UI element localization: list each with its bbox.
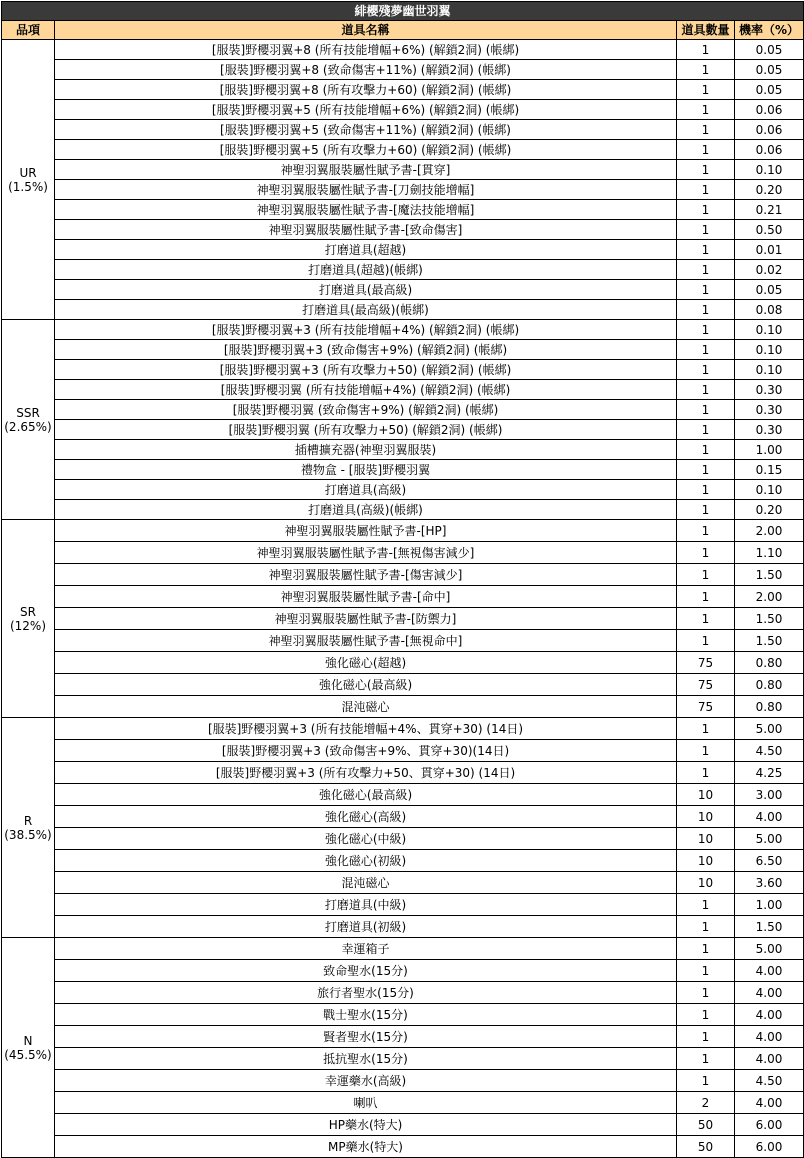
item-qty-cell: 50 — [677, 1136, 735, 1158]
item-rate-cell: 0.30 — [735, 380, 804, 400]
table-row — [2, 360, 804, 380]
item-qty-cell: 1 — [677, 200, 735, 220]
item-rate-cell: 1.00 — [735, 894, 804, 916]
item-name-cell: 強化磁心(超越) — [55, 652, 677, 674]
item-qty-cell: 1 — [677, 60, 735, 80]
table-row — [2, 420, 804, 440]
item-name-cell: 賢者聖水(15分) — [55, 1026, 677, 1048]
item-qty-cell: 1 — [677, 100, 735, 120]
item-rate-cell: 0.30 — [735, 420, 804, 440]
rank-name: SSR — [16, 405, 40, 420]
item-qty-cell: 1 — [677, 440, 735, 460]
table-row — [2, 200, 804, 220]
item-qty-cell: 1 — [677, 718, 735, 740]
item-name-cell: [服裝]野櫻羽翼+8 (所有技能增幅+6%) (解鎖2洞) (帳綁) — [55, 40, 677, 60]
item-name-cell: 打磨道具(高級) — [55, 480, 677, 500]
item-rate-cell: 4.00 — [735, 1048, 804, 1070]
item-qty-cell: 1 — [677, 360, 735, 380]
item-qty-cell: 50 — [677, 1114, 735, 1136]
table-row — [2, 400, 804, 420]
item-rate-cell: 0.02 — [735, 260, 804, 280]
item-qty-cell: 1 — [677, 180, 735, 200]
rank-rate: (1.5%) — [8, 179, 48, 194]
item-name-cell: [服裝]野櫻羽翼 (所有攻擊力+50) (解鎖2洞) (帳綁) — [55, 420, 677, 440]
item-name-cell: 神聖羽翼服裝屬性賦予書-[魔法技能增幅] — [55, 200, 677, 220]
item-rate-cell: 0.20 — [735, 500, 804, 520]
item-rate-cell: 5.00 — [735, 938, 804, 960]
item-rate-cell: 0.05 — [735, 80, 804, 100]
rank-cell-sr — [2, 520, 55, 718]
item-name-cell: 幸運箱子 — [55, 938, 677, 960]
table-row — [2, 1026, 804, 1048]
item-name-cell: 神聖羽翼服裝屬性賦予書-[傷害減少] — [55, 564, 677, 586]
item-qty-cell: 1 — [677, 960, 735, 982]
item-name-cell: [服裝]野櫻羽翼 (致命傷害+9%) (解鎖2洞) (帳綁) — [55, 400, 677, 420]
item-qty-cell: 2 — [677, 1092, 735, 1114]
item-name-cell: 神聖羽翼服裝屬性賦予書-[刀劍技能增幅] — [55, 180, 677, 200]
item-rate-cell: 0.06 — [735, 100, 804, 120]
item-name-cell: 強化磁心(最高級) — [55, 674, 677, 696]
item-qty-cell: 1 — [677, 40, 735, 60]
item-name-cell: 強化磁心(高級) — [55, 806, 677, 828]
table-row — [2, 500, 804, 520]
item-rate-cell: 0.50 — [735, 220, 804, 240]
item-rate-cell: 1.50 — [735, 916, 804, 938]
item-rate-cell: 4.00 — [735, 1004, 804, 1026]
item-qty-cell: 1 — [677, 520, 735, 542]
item-qty-cell: 1 — [677, 380, 735, 400]
item-qty-cell: 1 — [677, 608, 735, 630]
item-qty-cell: 1 — [677, 420, 735, 440]
item-name-cell: 神聖羽翼服裝屬性賦予書-[命中] — [55, 586, 677, 608]
table-row — [2, 460, 804, 480]
header-row — [2, 21, 804, 40]
item-rate-cell: 0.05 — [735, 280, 804, 300]
item-name-cell: [服裝]野櫻羽翼+5 (致命傷害+11%) (解鎖2洞) (帳綁) — [55, 120, 677, 140]
header-item: 道具名稱 — [55, 21, 677, 40]
item-rate-cell: 0.05 — [735, 60, 804, 80]
item-qty-cell: 1 — [677, 586, 735, 608]
item-qty-cell: 10 — [677, 850, 735, 872]
item-rate-cell: 0.10 — [735, 160, 804, 180]
item-name-cell: 混沌磁心 — [55, 872, 677, 894]
table-row — [2, 762, 804, 784]
table-row — [2, 828, 804, 850]
title-row — [2, 2, 804, 21]
item-name-cell: [服裝]野櫻羽翼+5 (所有技能增幅+6%) (解鎖2洞) (帳綁) — [55, 100, 677, 120]
item-name-cell: 打磨道具(初級) — [55, 916, 677, 938]
header-qty: 道具數量 — [677, 21, 735, 40]
item-rate-cell: 5.00 — [735, 828, 804, 850]
item-rate-cell: 0.01 — [735, 240, 804, 260]
table-row — [2, 260, 804, 280]
item-name-cell: 打磨道具(超越) — [55, 240, 677, 260]
table-row — [2, 180, 804, 200]
item-rate-cell: 4.25 — [735, 762, 804, 784]
item-name-cell: [服裝]野櫻羽翼+5 (所有攻擊力+60) (解鎖2洞) (帳綁) — [55, 140, 677, 160]
rank-cell-n — [2, 938, 55, 1158]
item-name-cell: 強化磁心(最高級) — [55, 784, 677, 806]
table-row — [2, 120, 804, 140]
item-name-cell: 神聖羽翼服裝屬性賦予書-[防禦力] — [55, 608, 677, 630]
item-rate-cell: 0.10 — [735, 340, 804, 360]
item-qty-cell: 1 — [677, 120, 735, 140]
item-name-cell: [服裝]野櫻羽翼+8 (致命傷害+11%) (解鎖2洞) (帳綁) — [55, 60, 677, 80]
item-rate-cell: 0.08 — [735, 300, 804, 320]
item-qty-cell: 1 — [677, 80, 735, 100]
item-qty-cell: 1 — [677, 460, 735, 480]
item-rate-cell: 4.50 — [735, 740, 804, 762]
item-qty-cell: 75 — [677, 674, 735, 696]
table-row — [2, 938, 804, 960]
item-name-cell: 強化磁心(中級) — [55, 828, 677, 850]
table-row — [2, 806, 804, 828]
item-rate-cell: 1.50 — [735, 630, 804, 652]
table-row — [2, 480, 804, 500]
drop-rate-table — [1, 1, 804, 1158]
item-name-cell: 禮物盒 - [服裝]野櫻羽翼 — [55, 460, 677, 480]
table-row — [2, 220, 804, 240]
rank-cell-ur — [2, 40, 55, 320]
item-name-cell: [服裝]野櫻羽翼 (所有技能增幅+4%) (解鎖2洞) (帳綁) — [55, 380, 677, 400]
item-name-cell: [服裝]野櫻羽翼+3 (所有攻擊力+50) (解鎖2洞) (帳綁) — [55, 360, 677, 380]
item-qty-cell: 1 — [677, 1026, 735, 1048]
item-qty-cell: 1 — [677, 916, 735, 938]
item-qty-cell: 1 — [677, 400, 735, 420]
item-rate-cell: 1.50 — [735, 608, 804, 630]
table-row — [2, 1048, 804, 1070]
item-qty-cell: 1 — [677, 542, 735, 564]
item-rate-cell: 2.00 — [735, 586, 804, 608]
table-row — [2, 608, 804, 630]
item-rate-cell: 0.80 — [735, 674, 804, 696]
item-name-cell: 打磨道具(最高級)(帳綁) — [55, 300, 677, 320]
table-row — [2, 740, 804, 762]
table-row — [2, 850, 804, 872]
item-name-cell: 打磨道具(超越)(帳綁) — [55, 260, 677, 280]
table-row — [2, 630, 804, 652]
item-qty-cell: 1 — [677, 894, 735, 916]
rank-name: UR — [19, 165, 37, 180]
item-qty-cell: 1 — [677, 480, 735, 500]
table-row — [2, 784, 804, 806]
item-qty-cell: 1 — [677, 630, 735, 652]
item-rate-cell: 6.00 — [735, 1114, 804, 1136]
table-row — [2, 982, 804, 1004]
item-qty-cell: 1 — [677, 140, 735, 160]
item-rate-cell: 0.10 — [735, 480, 804, 500]
rank-name: N — [23, 1033, 33, 1048]
item-rate-cell: 5.00 — [735, 718, 804, 740]
rank-rate: (45.5%) — [4, 1047, 52, 1062]
table-row — [2, 718, 804, 740]
item-name-cell: 打磨道具(最高級) — [55, 280, 677, 300]
item-qty-cell: 1 — [677, 220, 735, 240]
item-qty-cell: 1 — [677, 740, 735, 762]
item-qty-cell: 1 — [677, 762, 735, 784]
item-name-cell: [服裝]野櫻羽翼+3 (致命傷害+9%、貫穿+30)(14日) — [55, 740, 677, 762]
item-rate-cell: 0.80 — [735, 696, 804, 718]
table-body — [2, 40, 804, 1158]
item-name-cell: MP藥水(特大) — [55, 1136, 677, 1158]
item-name-cell: 神聖羽翼服裝屬性賦予書-[HP] — [55, 520, 677, 542]
table-row — [2, 960, 804, 982]
item-qty-cell: 1 — [677, 240, 735, 260]
item-name-cell: 抵抗聖水(15分) — [55, 1048, 677, 1070]
item-qty-cell: 1 — [677, 564, 735, 586]
item-name-cell: [服裝]野櫻羽翼+3 (所有技能增幅+4%、貫穿+30) (14日) — [55, 718, 677, 740]
rank-rate: (2.65%) — [4, 419, 52, 434]
item-qty-cell: 10 — [677, 784, 735, 806]
item-qty-cell: 10 — [677, 806, 735, 828]
table-row — [2, 674, 804, 696]
item-rate-cell: 4.00 — [735, 1026, 804, 1048]
item-name-cell: 戰士聖水(15分) — [55, 1004, 677, 1026]
rank-name: SR — [20, 604, 36, 619]
item-rate-cell: 0.20 — [735, 180, 804, 200]
item-qty-cell: 1 — [677, 300, 735, 320]
item-qty-cell: 1 — [677, 500, 735, 520]
item-rate-cell: 0.15 — [735, 460, 804, 480]
table-row — [2, 240, 804, 260]
table-row — [2, 872, 804, 894]
item-rate-cell: 4.00 — [735, 960, 804, 982]
item-rate-cell: 4.50 — [735, 1070, 804, 1092]
item-name-cell: 喇叭 — [55, 1092, 677, 1114]
item-rate-cell: 1.50 — [735, 564, 804, 586]
rank-rate: (38.5%) — [4, 827, 52, 842]
table-row — [2, 1004, 804, 1026]
table-row — [2, 542, 804, 564]
table-row — [2, 100, 804, 120]
item-name-cell: 打磨道具(中級) — [55, 894, 677, 916]
item-rate-cell: 0.06 — [735, 120, 804, 140]
item-name-cell: [服裝]野櫻羽翼+3 (致命傷害+9%) (解鎖2洞) (帳綁) — [55, 340, 677, 360]
item-name-cell: 致命聖水(15分) — [55, 960, 677, 982]
item-name-cell: [服裝]野櫻羽翼+3 (所有技能增幅+4%) (解鎖2洞) (帳綁) — [55, 320, 677, 340]
item-rate-cell: 6.00 — [735, 1136, 804, 1158]
item-qty-cell: 1 — [677, 938, 735, 960]
table-row — [2, 1136, 804, 1158]
item-qty-cell: 1 — [677, 340, 735, 360]
item-qty-cell: 1 — [677, 280, 735, 300]
table-row — [2, 380, 804, 400]
item-name-cell: HP藥水(特大) — [55, 1114, 677, 1136]
item-qty-cell: 1 — [677, 320, 735, 340]
item-qty-cell: 10 — [677, 828, 735, 850]
table-row — [2, 80, 804, 100]
table-row — [2, 140, 804, 160]
table-row — [2, 440, 804, 460]
item-qty-cell: 1 — [677, 260, 735, 280]
item-name-cell: 打磨道具(高級)(帳綁) — [55, 500, 677, 520]
table-row — [2, 160, 804, 180]
rank-rate: (12%) — [9, 618, 47, 633]
rank-cell-ssr — [2, 320, 55, 520]
table-row — [2, 340, 804, 360]
rank-name: R — [23, 813, 33, 828]
item-rate-cell: 1.10 — [735, 542, 804, 564]
header-grade: 品項 — [2, 21, 55, 40]
item-name-cell: 神聖羽翼服裝屬性賦予書-[貫穿] — [55, 160, 677, 180]
table-row — [2, 696, 804, 718]
table-row — [2, 586, 804, 608]
item-rate-cell: 0.21 — [735, 200, 804, 220]
header-rate: 機率（%） — [735, 21, 804, 40]
table-row — [2, 1114, 804, 1136]
item-rate-cell: 4.00 — [735, 982, 804, 1004]
item-rate-cell: 0.10 — [735, 360, 804, 380]
item-name-cell: 神聖羽翼服裝屬性賦予書-[無視命中] — [55, 630, 677, 652]
item-name-cell: 混沌磁心 — [55, 696, 677, 718]
item-qty-cell: 1 — [677, 982, 735, 1004]
item-rate-cell: 0.30 — [735, 400, 804, 420]
item-rate-cell: 3.60 — [735, 872, 804, 894]
table-row — [2, 916, 804, 938]
item-name-cell: [服裝]野櫻羽翼+3 (所有攻擊力+50、貫穿+30) (14日) — [55, 762, 677, 784]
item-rate-cell: 0.10 — [735, 320, 804, 340]
table-row — [2, 60, 804, 80]
item-name-cell: 強化磁心(初級) — [55, 850, 677, 872]
table-row — [2, 1070, 804, 1092]
item-name-cell: 神聖羽翼服裝屬性賦予書-[無視傷害減少] — [55, 542, 677, 564]
item-qty-cell: 1 — [677, 160, 735, 180]
item-name-cell: [服裝]野櫻羽翼+8 (所有攻擊力+60) (解鎖2洞) (帳綁) — [55, 80, 677, 100]
item-rate-cell: 2.00 — [735, 520, 804, 542]
table-title: 緋櫻殘夢幽世羽翼 — [2, 2, 804, 21]
table-row — [2, 894, 804, 916]
item-rate-cell: 4.00 — [735, 1092, 804, 1114]
table-row — [2, 652, 804, 674]
item-name-cell: 幸運藥水(高級) — [55, 1070, 677, 1092]
item-rate-cell: 6.50 — [735, 850, 804, 872]
table-row — [2, 1092, 804, 1114]
table-row — [2, 40, 804, 60]
item-qty-cell: 1 — [677, 1048, 735, 1070]
item-rate-cell: 0.06 — [735, 140, 804, 160]
item-rate-cell: 1.00 — [735, 440, 804, 460]
item-qty-cell: 75 — [677, 696, 735, 718]
item-qty-cell: 1 — [677, 1070, 735, 1092]
item-rate-cell: 3.00 — [735, 784, 804, 806]
item-qty-cell: 75 — [677, 652, 735, 674]
item-rate-cell: 0.05 — [735, 40, 804, 60]
item-name-cell: 插槽擴充器(神聖羽翼服裝) — [55, 440, 677, 460]
table-row — [2, 564, 804, 586]
item-name-cell: 旅行者聖水(15分) — [55, 982, 677, 1004]
table-row — [2, 280, 804, 300]
item-rate-cell: 4.00 — [735, 806, 804, 828]
table-row — [2, 520, 804, 542]
item-qty-cell: 10 — [677, 872, 735, 894]
table-row — [2, 300, 804, 320]
item-name-cell: 神聖羽翼服裝屬性賦予書-[致命傷害] — [55, 220, 677, 240]
rank-cell-r — [2, 718, 55, 938]
table-row — [2, 320, 804, 340]
item-qty-cell: 1 — [677, 1004, 735, 1026]
item-rate-cell: 0.80 — [735, 652, 804, 674]
